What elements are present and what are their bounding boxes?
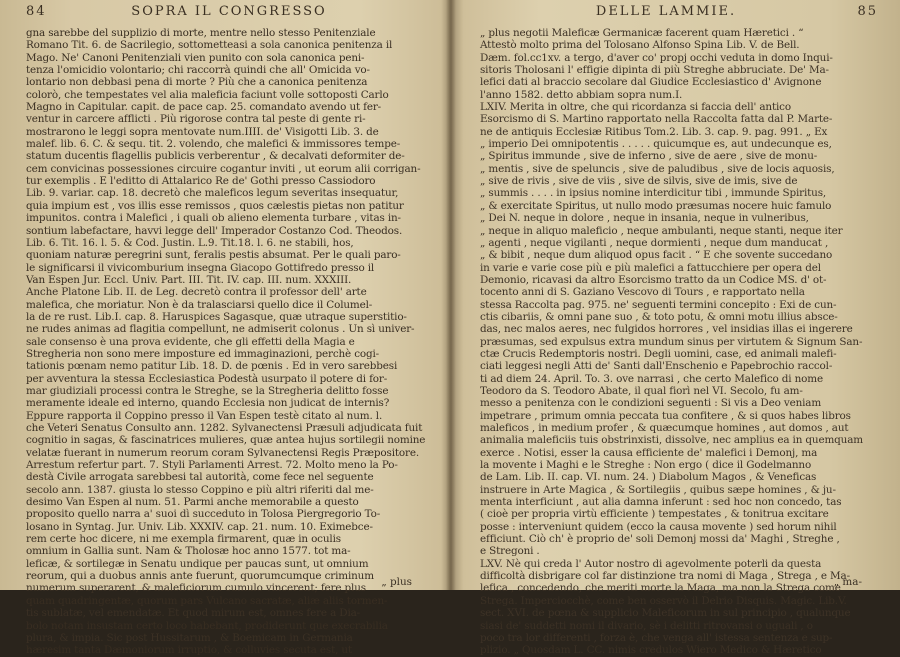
text-line: colorò, che tempestates vel alia maleficia faciunt volle sottoposti Carlo	[26, 88, 389, 101]
text-line: „ & bibit , neque dum aliquod opus facit . “ E che sovente succedano	[480, 249, 833, 262]
text-line: animalia maleficiis tuis obstrinxisti, dissolve, nec amplius ea in quemquam	[480, 434, 863, 447]
text-line: Attestò molto prima del Tolosano Alfonso Spina Lib. V. de Bell.	[480, 39, 800, 52]
text-line: ctæ Crucis Redemptoris nostri. Degli uomini, case, ed animali malefi-	[480, 347, 837, 360]
text-line: præsumas, sed expulsus extra mundum sinus per virtutem & Signum San-	[480, 335, 863, 348]
text-line: rem certe hoc dicere, ni me exempla firmarent, quæ in oculis	[26, 533, 341, 546]
page-number: 85	[857, 4, 878, 19]
left-page-header	[26, 4, 432, 24]
text-line: maleficos , in medium profer , & quæcumque homines , aut domos , aut	[480, 422, 849, 434]
text-line: impetrare , primum omnia peccata tua confitere , & si quos habes libros	[480, 409, 851, 422]
text-line: gna sarebbe del supplizio di morte, mentre nello stesso Penitenziale	[26, 27, 376, 39]
text-line: difficoltà disbrigare col far distinzione tra nomi di Maga , Strega , e Ma-	[480, 570, 850, 583]
text-line: mostrarono le leggi sopra mentovate num.IIII. de' Visigotti Lib. 3. de	[26, 125, 379, 138]
text-line: Mago. Ne' Canoni Penitenziali vien punito con sola canonica peni-	[26, 51, 365, 64]
text-line: le significarsi il vivicomburium insegna Giacopo Gottifredo presso il	[26, 261, 375, 274]
text-line: quia impium est , vos illis esse remissos , quos cælestis pietas non patitur	[26, 199, 404, 212]
text-line: bolo notam insustam certo loco habebant, prodiderunt que execrabilia	[26, 619, 388, 632]
text-line: numerum superarent, & maleficiorum cumulo vincerent; fere plus	[26, 582, 366, 595]
text-line: la de re rust. Lib.I. cap. 8. Haruspices Sagasque, quæ utraque superstitio-	[26, 310, 407, 323]
text-line: Lib. 9. variar. cap. 18. decretò che maleficos legum severitas insequatur,	[26, 187, 399, 200]
text-line: „ Dei N. neque in dolore , neque in insania, neque in vulneribus,	[480, 212, 809, 225]
left-page-body	[26, 27, 434, 657]
text-line: per avventura la stessa Ecclesiastica Podestà usurpato il potere di for-	[26, 372, 388, 385]
catchword: „ plus	[381, 576, 412, 588]
text-line: LXIV. Merita in oltre, che qui ricordanza si faccia dell' antico	[480, 101, 791, 114]
text-line: „ summis . . . . in ipsius nomine interdicitur tibi , immunde Spiritus,	[480, 187, 827, 200]
text-line: omnium in Gallia sunt. Nam & Tholosæ hoc anno 1577. tot ma-	[26, 545, 351, 558]
text-line: reorum, qui a duobus annis ante fuerunt, quorumcumque criminum	[26, 570, 374, 583]
text-line: e Stregoni .	[480, 545, 540, 558]
text-line: in varie e varie cose più e più malefici a fattucchiere per opera del	[480, 261, 821, 274]
text-line: sontium labefactare, havvi legge dell' Imperador Costanzo Cod. Theodos.	[26, 224, 403, 237]
text-line: Teodoro da S. Teodoro Abate, il qual fiorì nel VI. Secolo, fu am-	[480, 384, 803, 397]
text-line: Dæm. fol.cc1xv. a tergo, d'aver co' propj occhi veduta in domo Inqui-	[480, 51, 833, 64]
text-line: tis sublatæ, vel emendatæ. Et quod mirum est, omnes fere a Dia-	[26, 607, 361, 620]
text-line: ctis cibariis, & omni pane suo , & toto potu, & omni motu illius absce-	[480, 310, 838, 323]
text-line: messo a penitenza con le condizioni seguenti : Si vis a Deo veniam	[480, 397, 822, 410]
text-line: instruere in Arte Magica , & Sortilegiis , quibus sæpe homines , & ju-	[480, 483, 836, 496]
text-line: che Veteri Senatus Consulto ann. 1282. Sylvanectensi Præsuli adjudicata fuit	[26, 422, 423, 434]
book-gutter	[446, 0, 456, 590]
text-line: Romano Tit. 6. de Sacrilegio, sottometteasi a sola canonica penitenza il	[26, 39, 393, 52]
text-line: Van Espen Jur. Eccl. Univ. Part. III. Tit. IV. cap. III. num. XXXIII.	[26, 273, 352, 286]
text-line: de Lam. Lib. II. cap. VI. num. 24. ) Diabolum Magos , & Veneficas	[480, 471, 817, 484]
text-line: cem convicinas possessiones circuire cogantur inviti , ut eorum alii corrigan-	[26, 162, 421, 175]
text-line: LXV. Nè qui creda l' Autor nostro di agevolmente poterli da questa	[480, 557, 822, 570]
text-line: lefica , concedendo, che meriti morte la Maga, ma non la Strega come	[480, 582, 841, 595]
text-line: tur exemplis . E l'editto di Attalarico Re de' Gothi presso Cassiodoro	[26, 175, 376, 188]
text-line: sitoris Tholosani l' effigie dipinta di più Streghe abbruciate. De' Ma-	[480, 64, 829, 77]
text-line: secolo ann. 1387. giusta lo stesso Coppino e più altri riferiti dal me-	[26, 483, 374, 496]
right-page-body	[480, 27, 884, 657]
text-line: mar giudiziali processi contra le Streghe, se la Stregheria delitto fosse	[26, 384, 389, 397]
text-line: Eppure rapporta il Coppino presso il Van Espen testè citato al num. l.	[26, 409, 383, 422]
text-line: efficiunt. Ciò ch' è proprio de' soli Demonj mossi da' Maghi , Streghe ,	[480, 533, 840, 546]
text-line: losano in Syntag. Jur. Univ. Lib. XXXIV. cap. 21. num. 10. Eximebce-	[26, 520, 373, 533]
text-line: „ agenti , neque vigilanti , neque dormienti , neque dum manducat ,	[480, 236, 829, 249]
text-line: Anche Platone Lib. II. de Leg. decretò contra il professor dell' arte	[26, 286, 367, 299]
text-line: ciati leggesi negli Atti de' Santi dall'Enschenio e Papebrochio raccol-	[480, 360, 833, 373]
text-line: plura, & impia. Sic post Hussitarum , & Boemicam in Germania	[26, 631, 353, 644]
text-line: poco tra lor differenti , forza è, che venga all' istessa sentenza e sup-	[480, 631, 833, 644]
text-line: malef. lib. 6. C. & sequ. tit. 2. volendo, che malefici & immissores tempe-	[26, 138, 401, 151]
text-line: tocento anni di S. Gaziano Vescovo di Tours , e rapportato nella	[480, 286, 805, 299]
text-line: quoniam naturæ peregrini sunt, feralis pestis absumat. Per le quali paro-	[26, 249, 401, 262]
text-line: tationis pœnam nemo patitur Lib. 18. D. de pœnis . Ed in vero sarebbesi	[26, 360, 398, 373]
text-line: destà Civile arrogata sarebbesi tal autorità, come fece nel seguente	[26, 471, 374, 484]
text-line: lefici dati al braccio secolare dal Giudice Ecclesiastico d' Avignone	[480, 76, 822, 89]
text-line: cognitio in sagas, & fascinatrices mulieres, quæ antea hujus sortilegii nomine	[26, 434, 426, 447]
text-line: „ neque in aliquo maleficio , neque ambulanti, neque stanti, neque iter	[480, 224, 843, 237]
text-line: meramente ideale ed interno, quando Ecclesia non judicat de internis?	[26, 397, 390, 410]
right-page	[462, 0, 892, 657]
text-line: sect. XVI. de pœna & supplicio Maleficorum in sul principio , qualunque	[480, 607, 851, 620]
text-line: ti ad diem 24. April. To. 3. ove narrasi , che certo Malefico di nome	[480, 372, 823, 385]
page-number: 84	[26, 4, 47, 19]
text-line: Stregheria non sono mere imposture ed immaginazioni, perchè cogi-	[26, 347, 379, 360]
text-line: quam quadringentæ, quorum pars Vulcano sacratæ, aliæ aliis tormen-	[26, 594, 388, 607]
text-line: ventur in carcere afflicti . Più rigorose contra tal peste di gente ri-	[26, 113, 366, 126]
text-line: Esorcismo di S. Martino rapportato nella Raccolta fatta dal P. Marte-	[480, 113, 833, 126]
text-line: „ plus negotii Maleficæ Germanicæ facerent quam Hæretici . “	[480, 27, 804, 39]
text-line: impunitos. contra i Malefici , i quali ob alieno elementa turbare , vitas in-	[26, 212, 401, 225]
text-line: das, nec malos aeres, nec fulgidos horrores , vel insidias illas ei ingerere	[480, 323, 853, 336]
text-line: Strega. Imperciocchè, come ben osservò il Delrio Disquis. Magic. Lib.V.	[480, 594, 847, 607]
text-line: proposito quello narra a' suoi dì succeduto in Tolosa Piergregorio To-	[26, 508, 381, 521]
text-line: ( cioè per propria virtù efficiente ) tempestates , & tonitrua excitare	[480, 508, 829, 521]
text-line: exerce . Notisi, esser la causa efficiente de' malefici i Demonj, ma	[480, 446, 818, 459]
text-line: hæresim tanta Dæmoniorum irruptio, & colluvies secuta est, ut	[26, 644, 352, 657]
text-line: „ imperio Dei omnipotentis . . . . . quicumque es, aut undecunque es,	[480, 138, 832, 151]
text-line: leficæ, & sortilegæ in Senatu undique per paucas sunt, ut omnium	[26, 557, 369, 570]
text-line: lontario non debbasi pena di morte ? Più che a canonica penitenza	[26, 76, 368, 89]
running-head: SOPRA IL CONGRESSO	[131, 4, 327, 19]
text-line: ne rudes animas ad flagitia compellunt, ne admiserit colonus . Un sì univer-	[26, 323, 415, 336]
text-line: plizio. „ Quosdam L. CC. nimis credulos Wiero Medico & Hæretico	[480, 644, 822, 657]
right-page-header	[480, 4, 882, 24]
text-line: Lib. 6. Tit. 16. l. 5. & Cod. Justin. L.9. Tit.18. l. 6. ne stabili, hos,	[26, 236, 354, 249]
text-line: sale consenso è una prova evidente, che gli effetti della Magia e	[26, 335, 355, 348]
text-line: stessa Raccolta pag. 975. ne' seguenti termini concepito : Exi de cun-	[480, 298, 837, 311]
text-line: Arrestum refertur part. 7. Styli Parlamenti Arrest. 72. Molto meno la Po-	[26, 459, 398, 472]
catchword: „ ma-	[833, 576, 862, 588]
text-line: ne de antiquis Ecclesiæ Ritibus Tom.2. Lib. 3. cap. 9. pag. 991. „ Ex	[480, 125, 828, 138]
text-line: siasi de' suddetti nomi il divario, sè i delitti ritrovansi o uguali , o	[480, 619, 813, 632]
text-line: la movente i Maghi e le Streghe : Non ergo ( dice il Godelmanno	[480, 459, 812, 472]
text-line: menta interficiunt , aut alia damna inferunt : sed hoc non concedo, tas	[480, 496, 842, 509]
left-page	[8, 0, 442, 657]
text-line: Demonio, ricavasi da altro Esorcismo tratto da un Codice MS. d' ot-	[480, 273, 827, 286]
text-line: „ sive de rivis , sive de viis , sive de silvis, sive de imis, sive de	[480, 175, 798, 188]
running-head: DELLE LAMMIE.	[595, 4, 737, 19]
text-line: statum ducentis flagellis publicis verberentur , & decalvati deformiter de-	[26, 150, 405, 163]
text-line: „ Spiritus immunde , sive de inferno , sive de aere , sive de monu-	[480, 150, 818, 163]
text-line: l'anno 1582. detto abbiam sopra num.I.	[480, 88, 683, 101]
text-line: tenza l'omicidio volontario; chi raccorrà quindi che all' Omicida vo-	[26, 64, 370, 77]
text-line: velatæ fuerant in numerum reorum coram Sylvanectensi Regis Præpositore.	[26, 446, 419, 459]
text-line: „ mentis , sive de speluncis , sive de paludibus , sive de locis aquosis,	[480, 162, 835, 175]
text-line: desimo Van Espen al num. 51. Parmi anche memorabile a questo	[26, 496, 359, 509]
text-line: malefica, che moriatur. Non è da tralasciarsi quello dice il Columel-	[26, 298, 373, 311]
text-line: „ & exercitate Spiritus, ut nullo modo præsumas nocere huic famulo	[480, 199, 832, 212]
text-line: Magno in Capitular. capit. de pace cap. 25. comandato avendo ut fer-	[26, 101, 382, 114]
text-line: posse : interveniunt quidem (ecco la causa movente ) sed horum nihil	[480, 520, 837, 533]
